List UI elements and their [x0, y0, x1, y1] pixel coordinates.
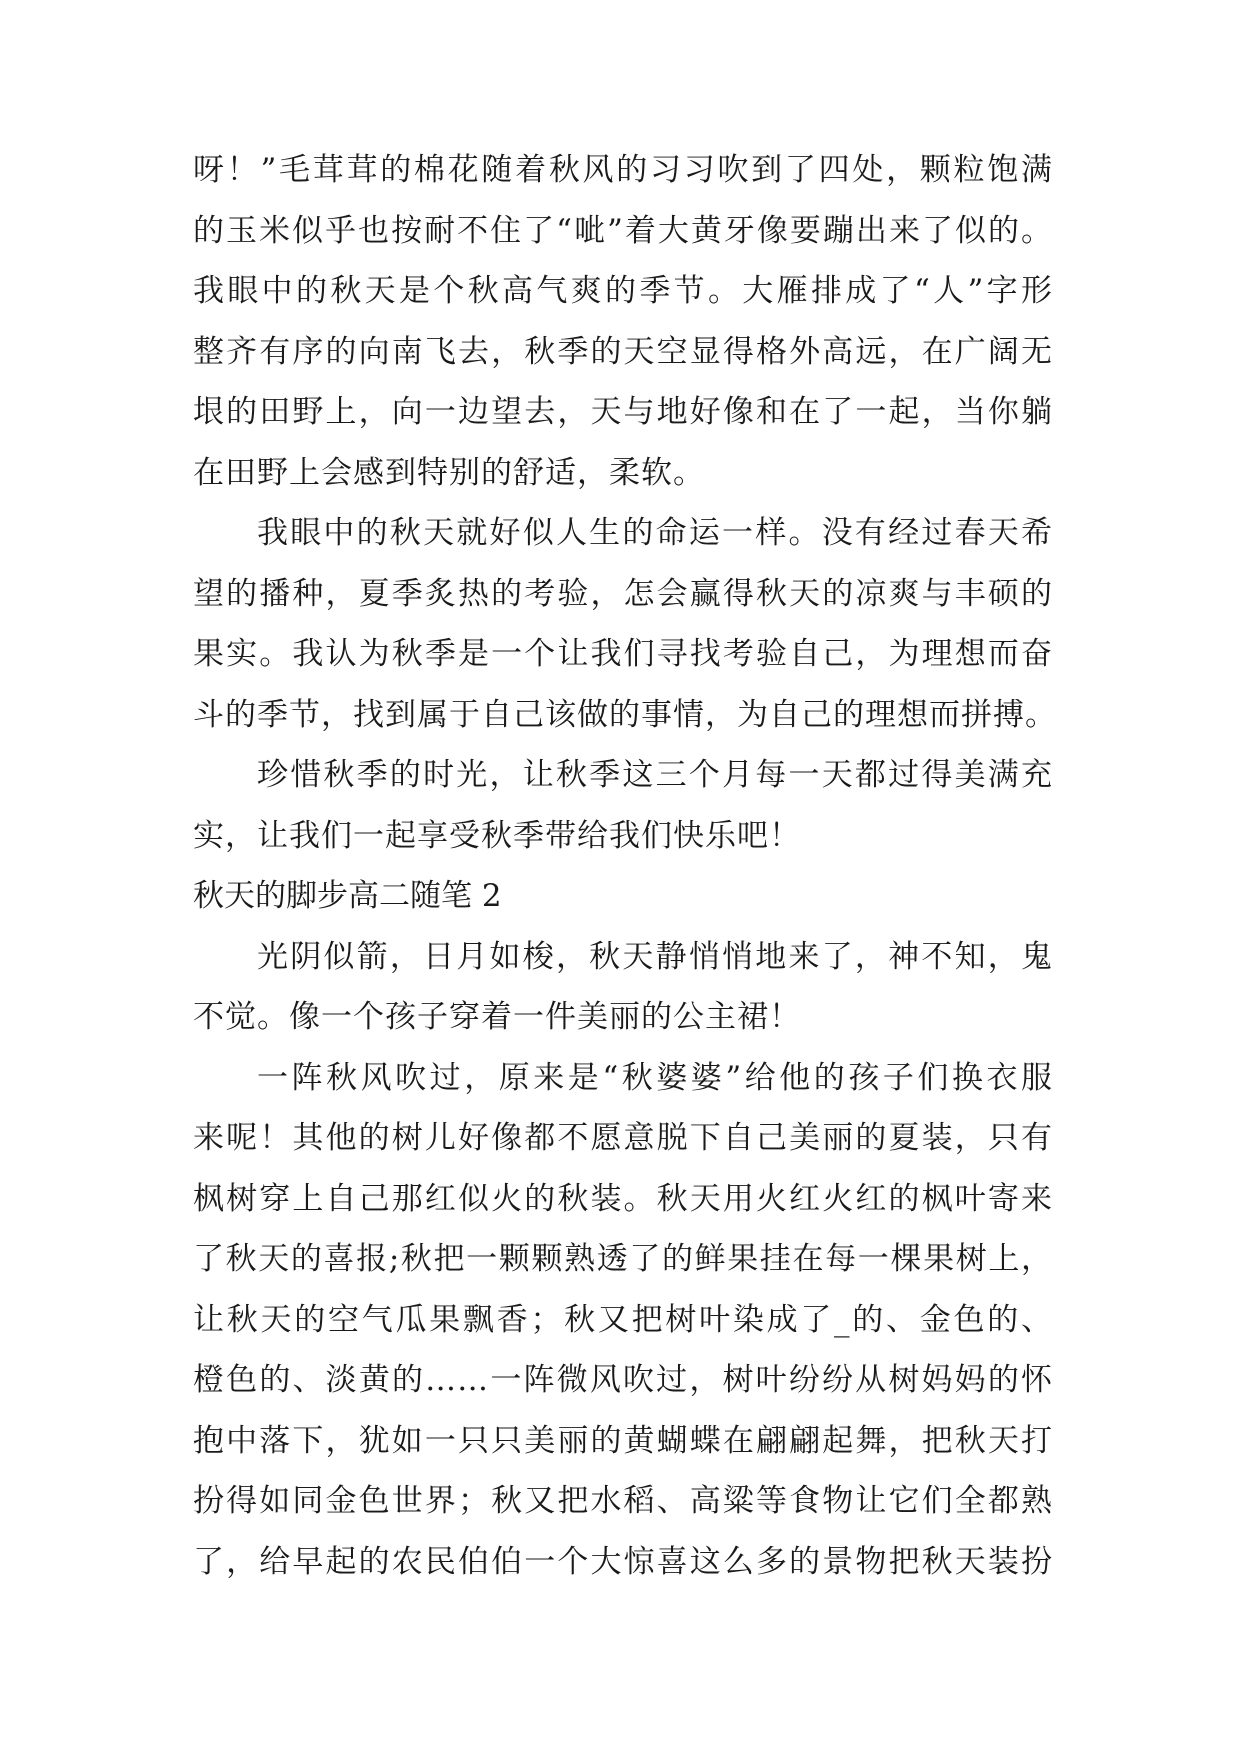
text-line: 枫树穿上自己那红似火的秋装。秋天用火红火红的枫叶寄来 — [193, 1180, 1053, 1217]
text-line: 在田野上会感到特别的舒适，柔软。 — [193, 454, 705, 491]
text-line: 的玉米似乎也按耐不住了“呲”着大黄牙像要蹦出来了似的。 — [193, 212, 1053, 249]
paragraph-section1-tail — [193, 140, 1053, 503]
document-body — [193, 140, 1057, 1592]
text-line: 斗的季节，找到属于自己该做的事情，为自己的理想而拼搏。 — [193, 696, 1057, 733]
text-line: 果实。我认为秋季是一个让我们寻找考验自己，为理想而奋 — [193, 636, 1053, 672]
text-line: 实，让我们一起享受秋季带给我们快乐吧！ — [193, 817, 801, 854]
text-line: 光阴似箭，日月如梭，秋天静悄悄地来了，神不知，鬼 — [257, 938, 1053, 975]
section-heading: 秋天的脚步高二随笔 2 — [193, 878, 502, 914]
paragraph-arrow — [193, 927, 1053, 1048]
text-line: 垠的田野上，向一边望去，天与地好像和在了一起，当你躺 — [193, 394, 1053, 430]
text-line: 了秋天的喜报;秋把一颗颗熟透了的鲜果挂在每一棵果树上， — [193, 1241, 1053, 1277]
text-line: 橙色的、淡黄的……一阵微风吹过，树叶纷纷从树妈妈的怀 — [193, 1362, 1053, 1398]
text-line: 珍惜秋季的时光，让秋季这三个月每一天都过得美满充 — [257, 757, 1053, 793]
paragraph-cherish — [193, 745, 1053, 866]
text-line: 不觉。像一个孩子穿着一件美丽的公主裙！ — [193, 999, 801, 1035]
paragraph-fate — [193, 503, 1057, 745]
text-line: 望的播种，夏季炙热的考验，怎会赢得秋天的凉爽与丰硕的 — [193, 575, 1053, 612]
paragraph-wind — [193, 1048, 1053, 1593]
text-line: 整齐有序的向南飞去，秋季的天空显得格外高远，在广阔无 — [193, 333, 1053, 370]
text-line: 来呢！其他的树儿好像都不愿意脱下自己美丽的夏装，只有 — [193, 1120, 1053, 1156]
text-line: 抱中落下，犹如一只只美丽的黄蝴蝶在翩翩起舞，把秋天打 — [193, 1422, 1053, 1459]
text-line: 我眼中的秋天是个秋高气爽的季节。大雁排成了“人”字形 — [193, 273, 1053, 309]
text-line: 呀！”毛茸茸的棉花随着秋风的习习吹到了四处，颗粒饱满 — [193, 152, 1053, 188]
text-line: 一阵秋风吹过，原来是“秋婆婆”给他的孩子们换衣服 — [257, 1059, 1053, 1096]
text-line: 我眼中的秋天就好似人生的命运一样。没有经过春天希 — [257, 515, 1053, 551]
text-line: 让秋天的空气瓜果飘香；秋又把树叶染成了_的、金色的、 — [193, 1301, 1053, 1338]
text-line: 扮得如同金色世界；秋又把水稻、高粱等食物让它们全都熟 — [193, 1483, 1053, 1519]
text-line: 了，给早起的农民伯伯一个大惊喜这么多的景物把秋天装扮 — [193, 1543, 1053, 1580]
